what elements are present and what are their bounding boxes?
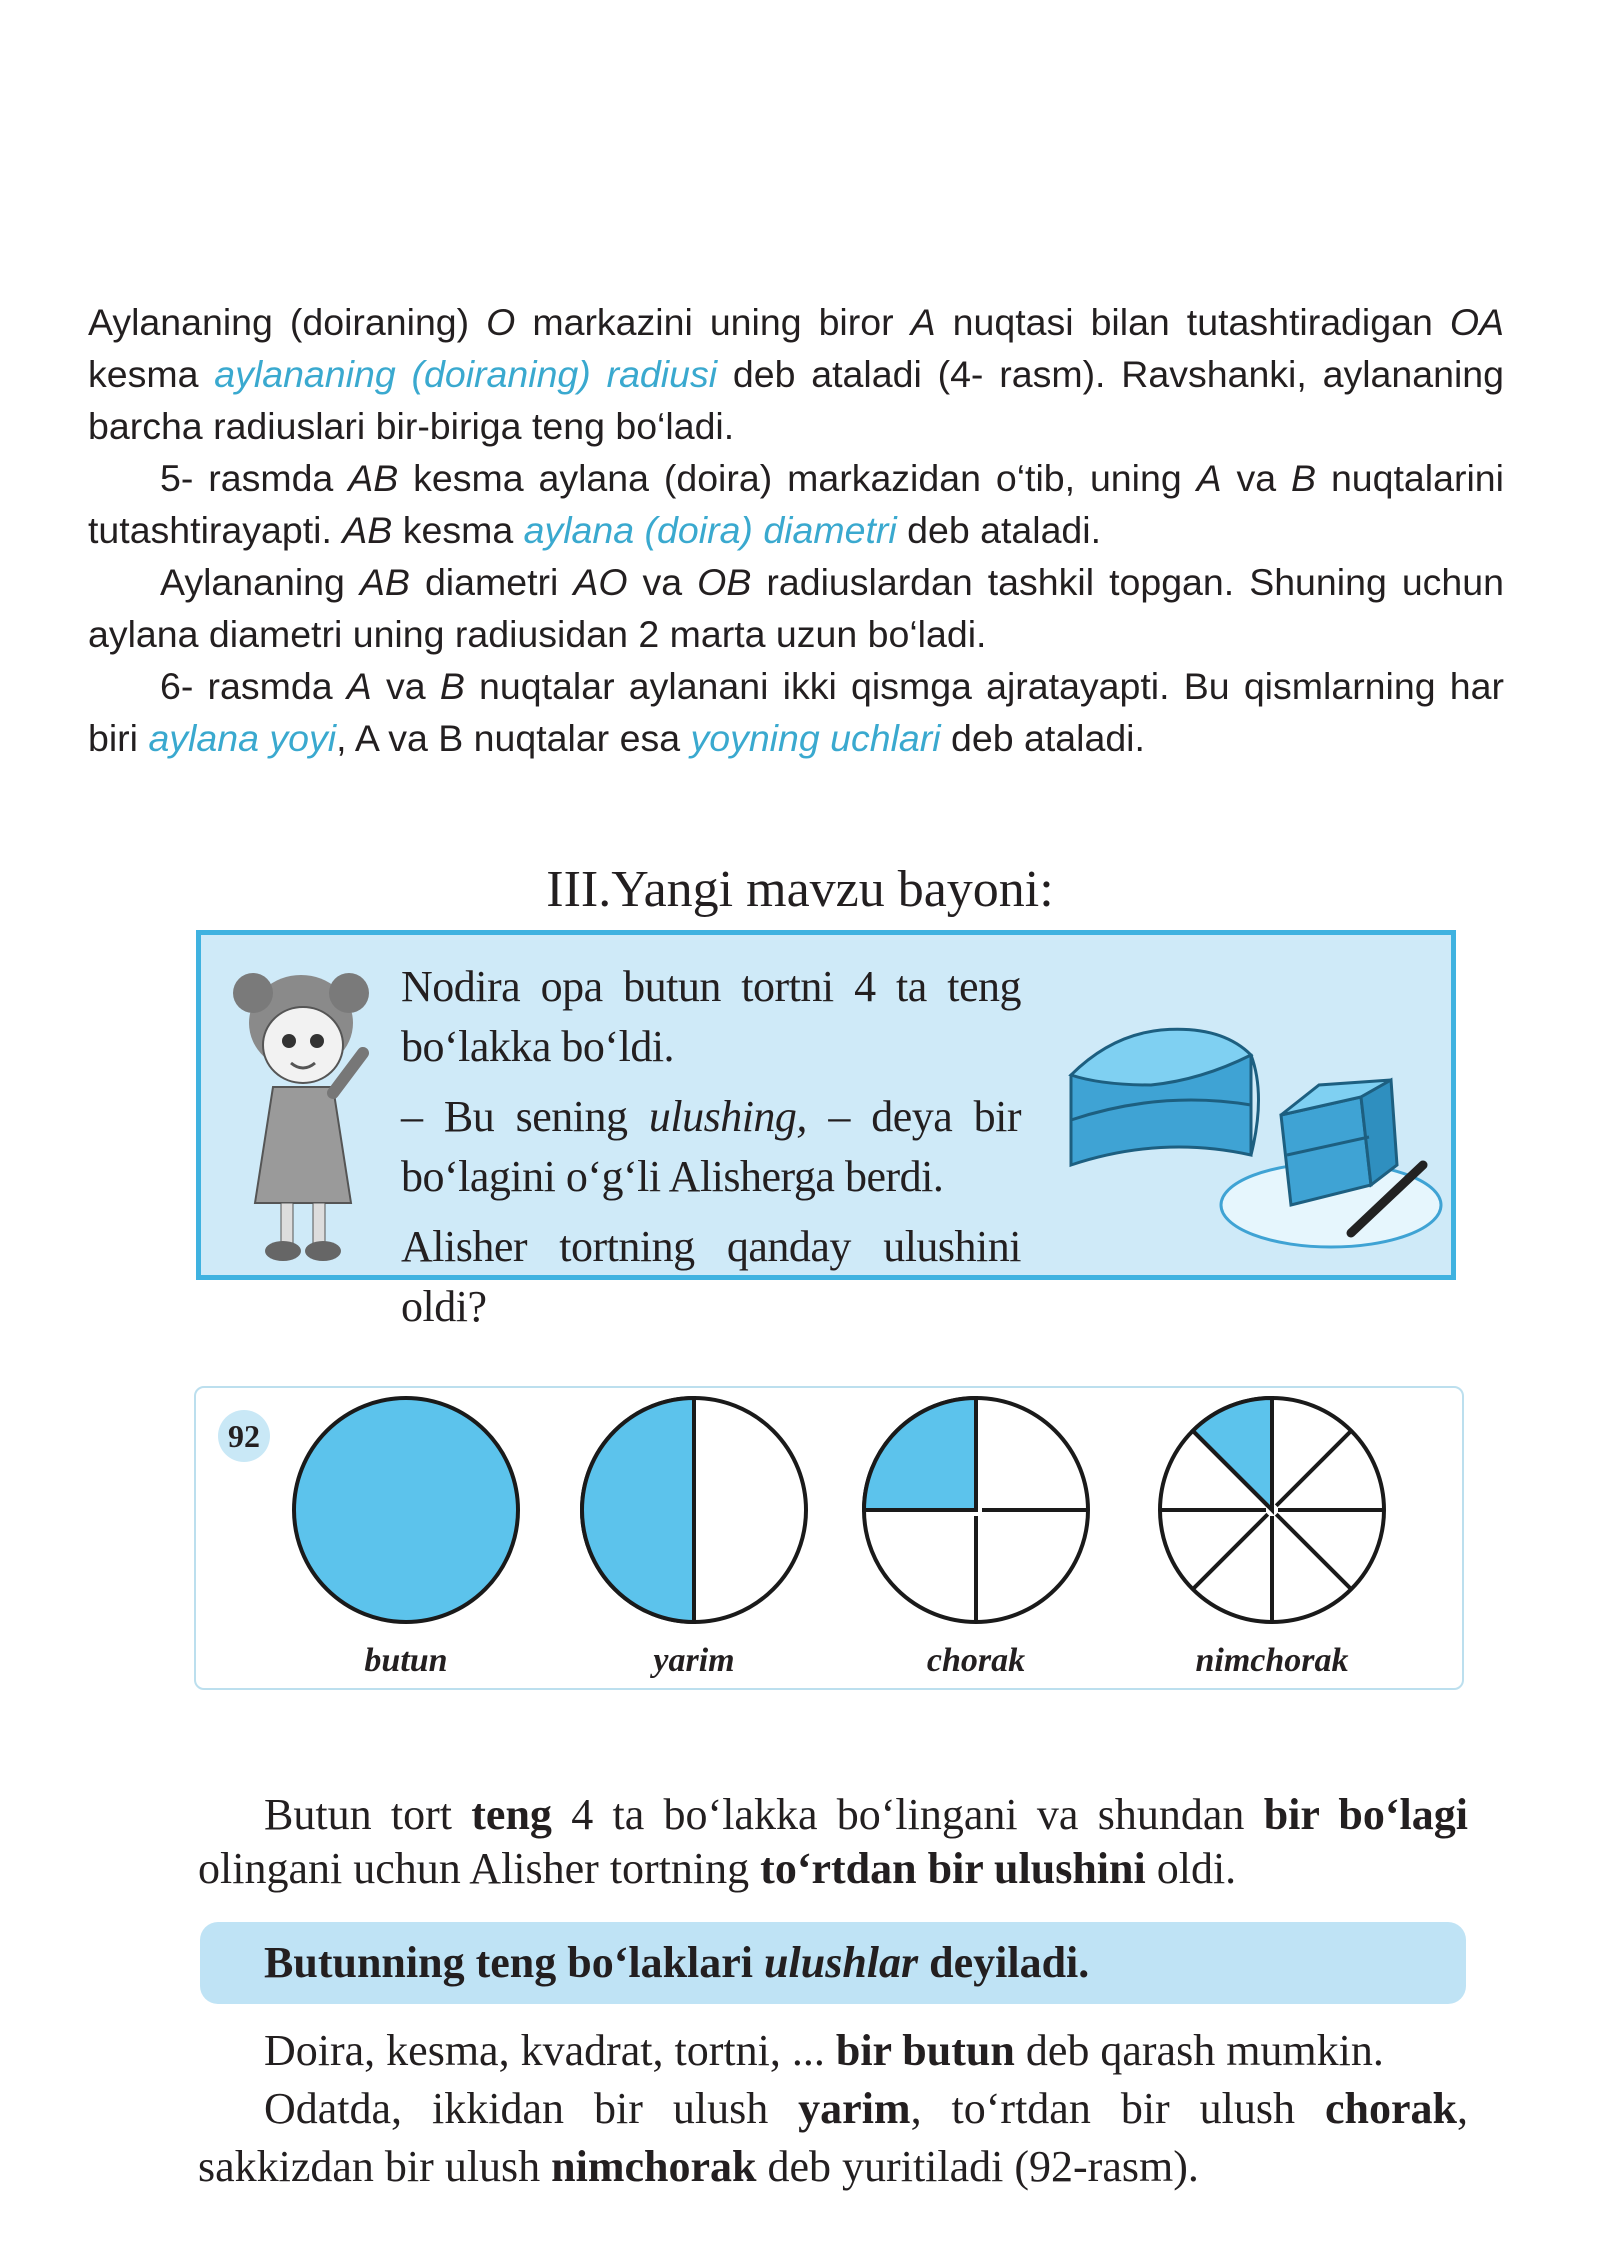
story-line-2: – Bu sening ulushing, – deya bir bo‘lagini o‘g‘li Alisherga berdi. (401, 1092, 1021, 1201)
label-chorak: chorak (926, 1642, 1026, 1679)
label-yarim: yarim (653, 1642, 735, 1679)
intro-paragraph-2: 5- rasmda AB kesma aylana (doira) markazidan o‘tib, uning A va B nuqtalarini tutashtirayapti. AB kesma aylana (doira) diametri deb ataladi. (88, 457, 1504, 551)
label-butun: butun (364, 1642, 448, 1679)
term-arc-ends: yoyning uchlari (690, 717, 941, 759)
label-nimchorak: nimchorak (1195, 1642, 1349, 1679)
body-paragraph (198, 1788, 1468, 1896)
figure-number: 92 (218, 1410, 270, 1462)
body2-paragraph-1: Doira, kesma, kvadrat, tortni, ... bir butun deb qarash mumkin. (264, 2026, 1384, 2075)
term-radius: aylananing (doiraning) radiusi (214, 353, 718, 395)
story-box (196, 930, 1456, 1331)
shaded-slice-yarim (582, 1398, 694, 1622)
story-line-3: Alisher tortning qanday ulushini oldi? (401, 1222, 1021, 1331)
intro-text (88, 296, 1504, 764)
body2-paragraph-2: Odatda, ikkidan bir ulush yarim, to‘rtdan bir ulush chorak, sakkizdan bir ulush nimchorak deb yuritiladi (92-rasm). (198, 2084, 1468, 2191)
term-diameter: aylana (doira) diametri (523, 509, 897, 551)
girl-illustration (223, 953, 383, 1273)
intro-paragraph-1: Aylananing (doiraning) O markazini uning biror A nuqtasi bilan tutashtiradigan OA kesma aylananing (doiraning) radiusi deb ataladi (4- rasm). Ravshanki, aylananing barcha radiuslari bir-biriga teng bo‘ladi. (88, 301, 1505, 447)
story-line-1: Nodira opa butun tortni 4 ta teng bo‘lakka bo‘ldi. (401, 962, 1021, 1071)
body-paragraph-1: Butun tort teng 4 ta bo‘lakka bo‘lingani va shundan bir bo‘lagi olingani uchun Alisher tortning to‘rtdan bir ulushini oldi. (198, 1790, 1468, 1893)
cake-illustration (1051, 985, 1451, 1275)
circle-butun (294, 1398, 518, 1622)
section-title: III.Yangi mavzu bayoni: (546, 861, 1054, 918)
term-arc: aylana yoyi (148, 717, 337, 759)
figure-92-box (194, 1386, 1464, 1690)
story-text (401, 957, 1021, 1347)
body-paragraphs-2 (198, 2022, 1468, 2196)
intro-paragraph-3: Aylananing AB diametri AO va OB radiuslardan tashkil topgan. Shuning uchun aylana diametri uning radiusidan 2 marta uzun bo‘ladi. (88, 561, 1504, 655)
rule-box: Butunning teng bo‘laklari ulushlar deyiladi. (200, 1922, 1466, 2004)
intro-paragraph-4: 6- rasmda A va B nuqtalar aylanani ikki qismga ajratayapti. Bu qismlarning har biri aylana yoyi, A va B nuqtalar esa yoyning uchlari deb ataladi. (88, 665, 1504, 759)
shaded-slice-chorak (864, 1398, 976, 1510)
